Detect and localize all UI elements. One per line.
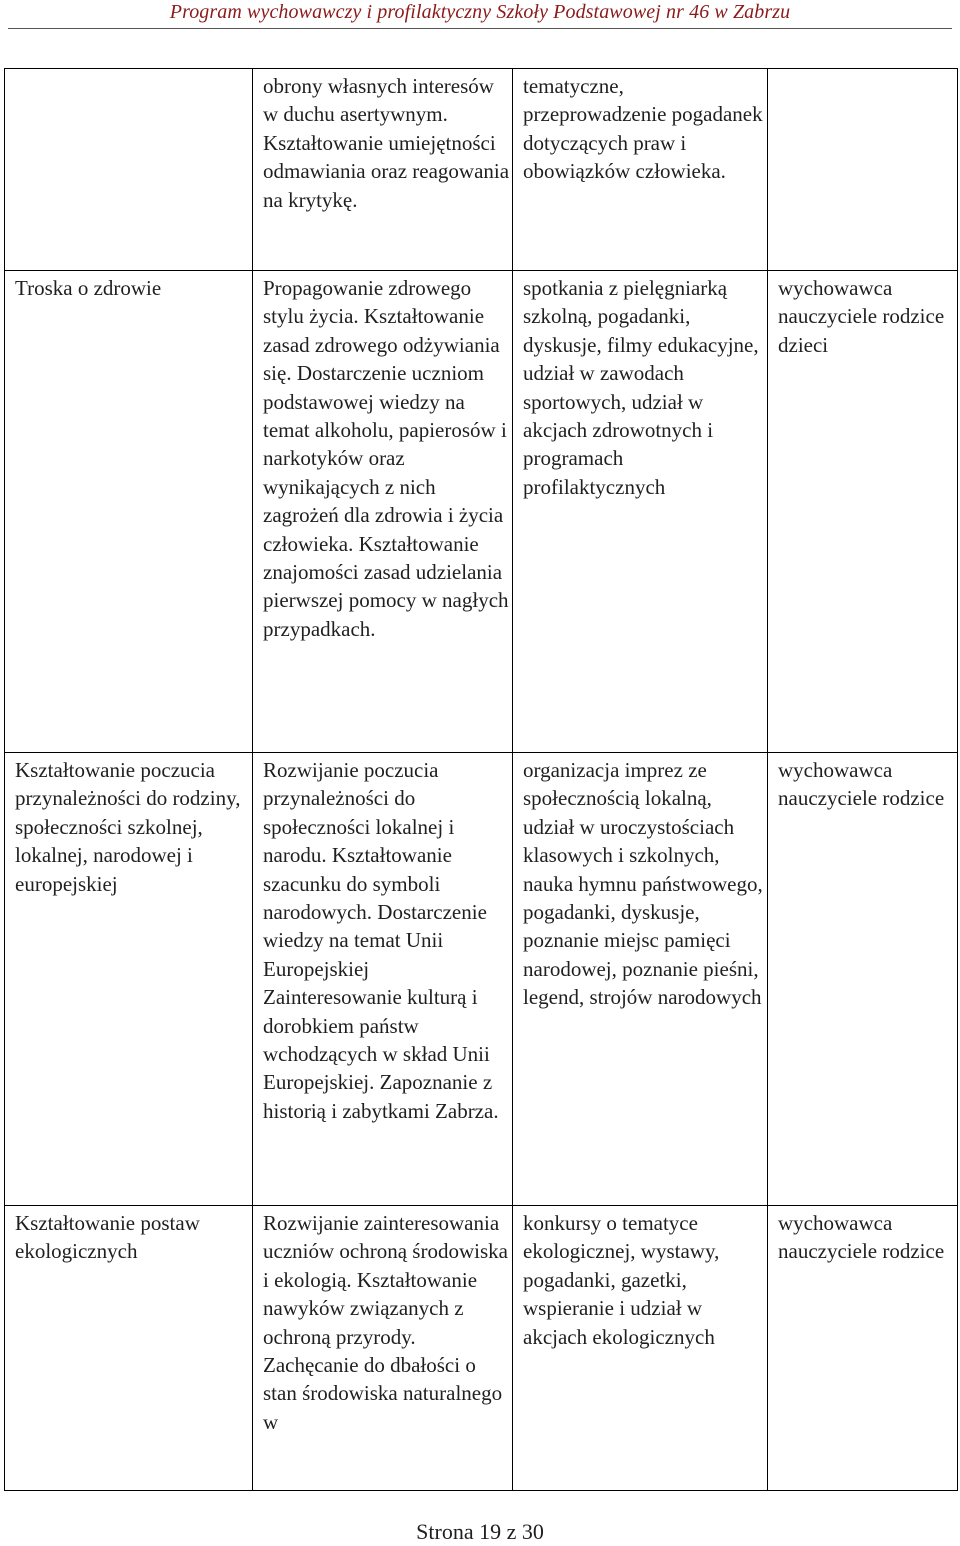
tasks-cell: Rozwijanie poczucia przynależności do społeczności lokalnej i narodu. Kształtowanie szacunku do symboli narodowych. Dostarczenie wiedzy na temat Unii Europejskiej Zainteresowanie kulturą i dorobkiem państw wchodzących w skład Unii Europejskiej. Zapoznanie z historią i zabytkami Zabrza. [253,753,513,1206]
area-cell: Troska o zdrowie [5,271,253,753]
page-label: Strona [416,1519,474,1544]
program-table [4,68,958,1491]
table-row [5,753,958,1206]
area-cell [5,69,253,271]
forms-cell: spotkania z pielęgniarką szkolną, pogadanki, dyskusje, filmy edukacyjne, udział w zawodach sportowych, udział w akcjach zdrowotnych i programach profilaktycznych [513,271,768,753]
forms-cell: organizacja imprez ze społecznością lokalną, udział w uroczystościach klasowych i szkolnych, nauka hymnu państwowego, pogadanki, dyskusje, poznanie miejsc pamięci narodowej, poznanie pieśni, legend, strojów narodowych [513,753,768,1206]
responsible-cell: wychowawca nauczyciele rodzice dzieci [768,271,958,753]
forms-cell: tematyczne, przeprowadzenie pogadanek dotyczących praw i obowiązków człowieka. [513,69,768,271]
tasks-cell: obrony własnych interesów w duchu asertywnym. Kształtowanie umiejętności odmawiania oraz reagowania na krytykę. [253,69,513,271]
header-divider [8,28,952,29]
page-separator: z [506,1519,517,1544]
responsible-cell [768,69,958,271]
area-cell: Kształtowanie poczucia przynależności do rodziny, społeczności szkolnej, lokalnej, narodowej i europejskiej [5,753,253,1206]
responsible-cell: wychowawca nauczyciele rodzice [768,753,958,1206]
area-cell: Kształtowanie postaw ekologicznych [5,1206,253,1491]
table-row [5,69,958,271]
responsible-cell: wychowawca nauczyciele rodzice [768,1206,958,1491]
header-title: Program wychowawczy i profilaktyczny Szkoły Podstawowej nr 46 w Zabrzu [169,1,791,23]
forms-cell: konkursy o tematyce ekologicznej, wystawy, pogadanki, gazetki, wspieranie i udział w akcjach ekologicznych [513,1206,768,1491]
page-total: 30 [521,1519,544,1544]
table-row [5,271,958,753]
tasks-cell: Rozwijanie zainteresowania uczniów ochroną środowiska i ekologią. Kształtowanie nawyków związanych z ochroną przyrody. Zachęcanie do dbałości o stan środowiska naturalnego w [253,1206,513,1491]
tasks-cell: Propagowanie zdrowego stylu życia. Kształtowanie zasad zdrowego odżywiania się. Dostarczenie uczniom podstawowej wiedzy na temat alkoholu, papierosów i narkotyków oraz wynikających z nich zagrożeń dla zdrowia i życia człowieka. Kształtowanie znajomości zasad udzielania pierwszej pomocy w nagłych przypadkach. [253,271,513,753]
page-header [0,0,960,26]
page-footer [0,1519,960,1545]
table-row [5,1206,958,1491]
page-number: 19 [479,1519,502,1544]
